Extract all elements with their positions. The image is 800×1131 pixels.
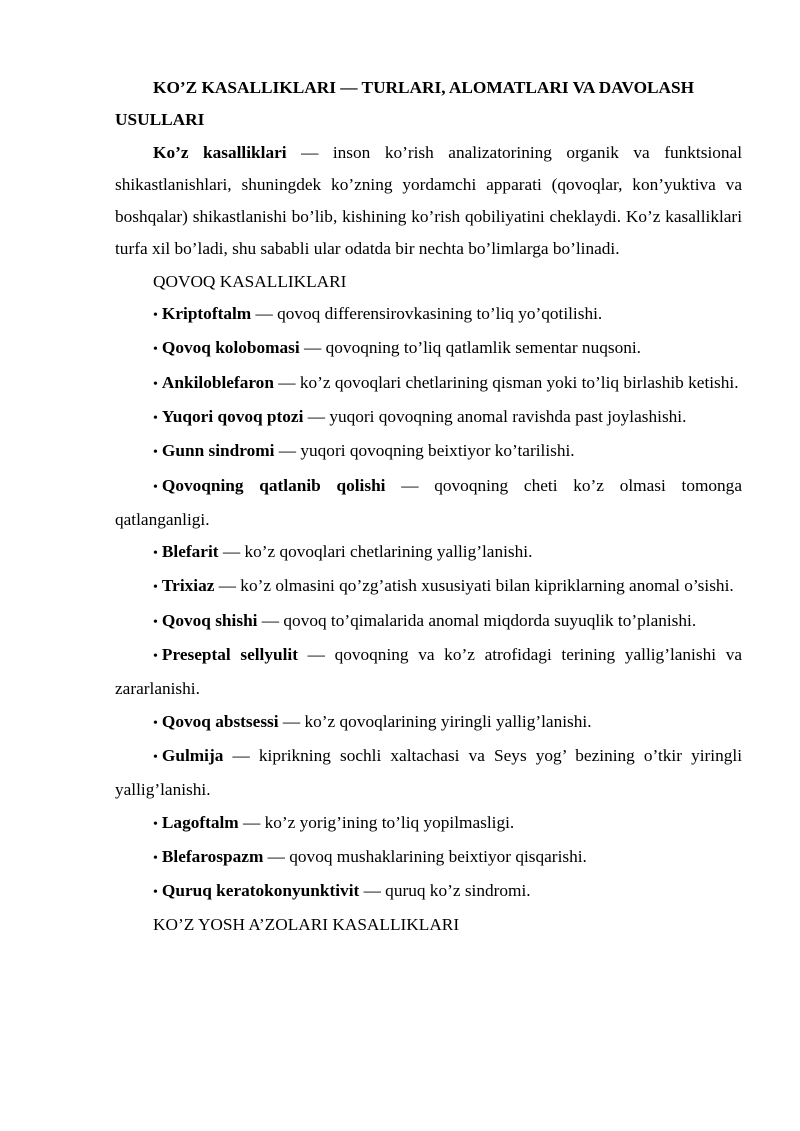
item-term: Quruq keratokonyunktivit (161, 881, 360, 901)
item-text: — qovoq mushaklarining beixtiyor qisqarishi. (263, 846, 587, 866)
item-term: Trixiaz (161, 576, 215, 596)
item-text: — ko’z qovoqlarining yiringli yallig’lanishi. (278, 711, 592, 731)
section-heading-ko-z-yosh: KO’Z YOSH A’ZOLARI KASALLIKLARI (153, 915, 460, 935)
item-term: Qovoq kolobomasi (161, 338, 300, 358)
item-term: Qovoqning qatlanib qolishi (161, 475, 386, 495)
bullet-icon: • (153, 376, 158, 392)
item-text: — yuqori qovoqning anomal ravishda past joylashishi. (303, 406, 687, 426)
item-term: Qovoq abstsessi (161, 711, 279, 731)
bullet-icon: • (153, 445, 158, 461)
item-term: Ankiloblefaron (161, 372, 274, 392)
bullet-icon: • (153, 308, 158, 324)
item-text: — qovoq differensirovkasining to’liq yo’qotilishi. (251, 304, 603, 324)
bullet-icon: • (153, 580, 158, 596)
list-item (115, 841, 742, 875)
list-item (115, 401, 742, 435)
intro-text: — inson ko’rish analizatorining organik va funktsional shikastlanishlari, shuningdek ko’zning yordamchi apparati (qovoqlar, kon’yuktiva va boshqalar) shikastlanishi bo’lib, kishining ko’rish qobiliyatini cheklaydi. Ko’z kasalliklari turfa xil bo’ladi, shu sababli ular odatda bir nechta bo’limlarga bo’linadi. (115, 142, 742, 259)
list-item (115, 536, 742, 570)
bullet-icon: • (153, 715, 158, 731)
item-term: Lagoftalm (161, 812, 239, 832)
bullet-icon: • (153, 342, 158, 358)
bullet-icon: • (153, 850, 158, 866)
item-term: Blefarospazm (161, 846, 264, 866)
bullet-icon: • (153, 649, 158, 665)
item-text: — qovoqning to’liq qatlamlik sementar nuqsoni. (299, 338, 641, 358)
item-text: — ko’z yorig’ining to’liq yopilmasligi. (238, 812, 515, 832)
item-text: — ko’z olmasini qo’zg’atish xususiyati bilan kipriklarning anomal o’sishi. (214, 576, 734, 596)
item-text: — ko’z qovoqlari chetlarining qisman yoki to’liq birlashib ketishi. (273, 372, 739, 392)
bullet-icon: • (153, 479, 158, 495)
intro-paragraph (115, 137, 742, 266)
item-text: — quruq ko’z sindromi. (359, 881, 531, 901)
item-term: Gulmija (161, 745, 224, 765)
item-term: Qovoq shishi (161, 610, 258, 630)
section-heading-qovoq: QOVOQ KASALLIKLARI (153, 271, 347, 291)
list-item (115, 570, 742, 604)
list-item (115, 740, 742, 807)
item-term: Blefarit (161, 542, 219, 562)
item-text: — kiprikning sochli xaltachasi va Seys yog’ bezining o’tkir yiringli yallig’lanishi. (115, 745, 742, 800)
list-item (115, 332, 742, 366)
list-item (115, 298, 742, 332)
item-text: — qovoqning va ko’z atrofidagi terining yallig’lanishi va zararlanishi. (115, 645, 743, 699)
bullet-icon: • (153, 749, 158, 765)
document-title: KO’Z KASALLIKLARI — TURLARI, ALOMATLARI VA DAVOLASH USULLARI (115, 78, 695, 130)
intro-term: Ko’z kasalliklari (153, 142, 287, 162)
item-term: Preseptal sellyulit (161, 645, 298, 665)
item-text: — yuqori qovoqning beixtiyor ko’tarilishi. (274, 441, 575, 461)
bullet-icon: • (153, 816, 158, 832)
bullet-icon: • (153, 410, 158, 426)
list-item (115, 875, 742, 909)
item-term: Gunn sindromi (161, 441, 275, 461)
item-text: — qovoqning cheti ko’z olmasi tomonga qatlanganligi. (115, 475, 742, 529)
bullet-icon: • (153, 885, 158, 901)
bullet-icon: • (153, 614, 158, 630)
item-text: — qovoq to’qimalarida anomal miqdorda suyuqlik to’planishi. (257, 610, 697, 630)
list-item (115, 605, 742, 639)
item-term: Yuqori qovoq ptozi (161, 406, 304, 426)
item-text: — ko’z qovoqlari chetlarining yallig’lanishi. (218, 542, 533, 562)
list-item (115, 367, 742, 401)
bullet-icon: • (153, 546, 158, 562)
list-item (115, 639, 742, 706)
list-item (115, 470, 742, 537)
list-item (115, 807, 742, 841)
list-item (115, 706, 742, 740)
item-term: Kriptoftalm (161, 304, 252, 324)
list-item (115, 435, 742, 469)
